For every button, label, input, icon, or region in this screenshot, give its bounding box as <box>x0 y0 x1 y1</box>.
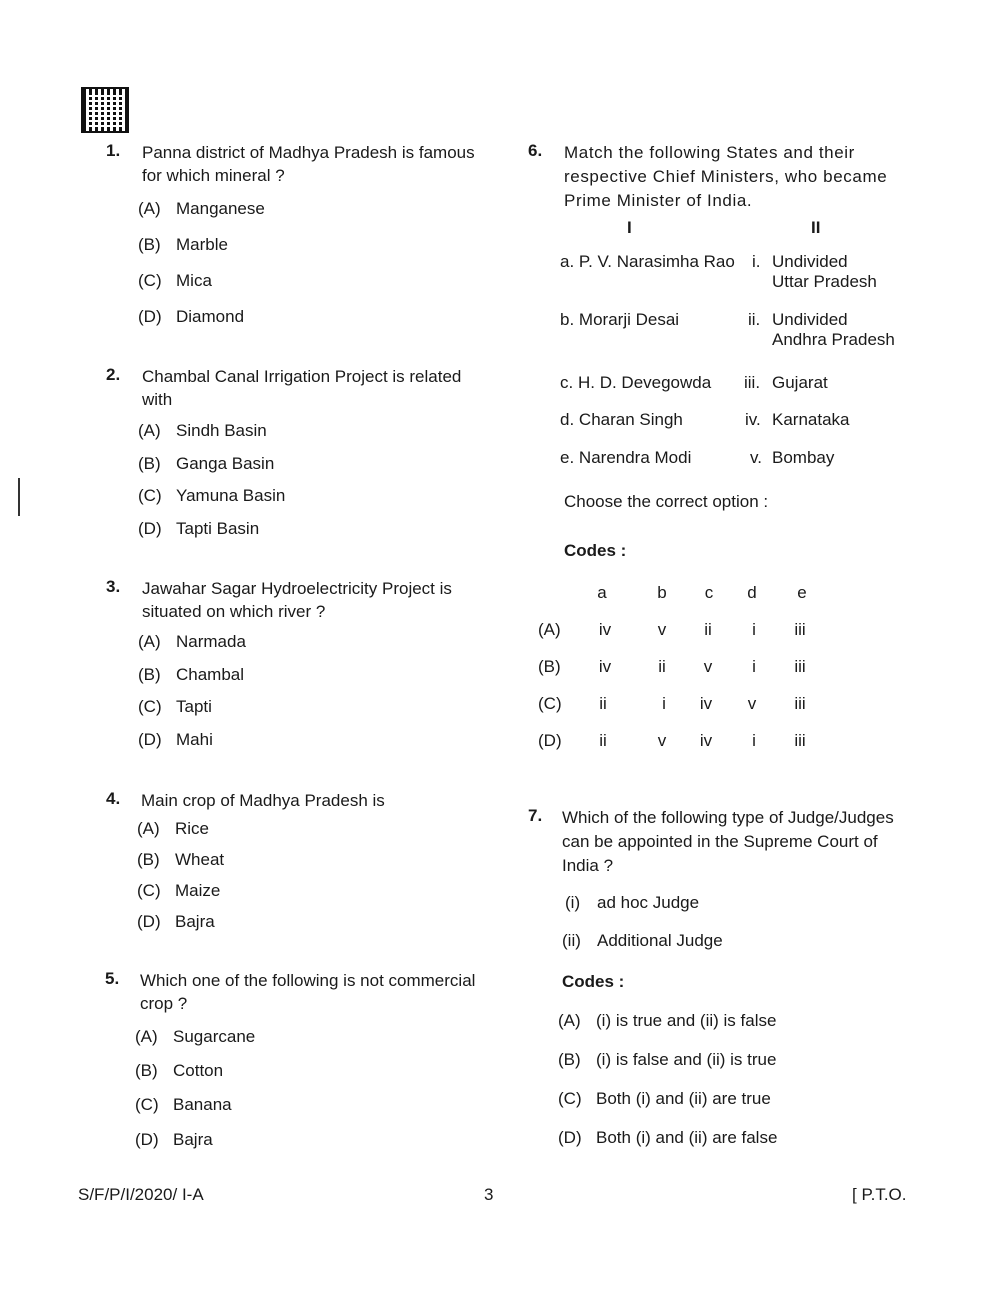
question-text: Jawahar Sagar Hydroelectricity Project is situated on which river ? <box>142 579 452 621</box>
question-number: 7. <box>528 806 543 825</box>
option-c: (C) Banana <box>135 1095 232 1114</box>
option-a: (A) Sugarcane <box>135 1027 256 1046</box>
option-d: (D) Diamond <box>138 307 245 326</box>
instruction-text: Choose the correct option : <box>564 492 769 511</box>
codes-head-d: d <box>747 583 757 602</box>
scan-mark <box>18 478 20 516</box>
match-row: c. H. D. Devegowda <box>560 373 712 392</box>
page-number: 3 <box>484 1185 494 1204</box>
match-row-right: iv. Karnataka <box>745 410 850 429</box>
option-a: (A) Rice <box>137 819 210 838</box>
question-number: 2. <box>106 365 121 384</box>
codes-head-a: a <box>597 583 607 602</box>
match-row: b. Morarji Desai <box>560 310 680 329</box>
option-d: (D) Both (i) and (ii) are false <box>558 1128 778 1147</box>
match-row-right: iii. Gujarat <box>744 373 828 392</box>
option-c: (C) Maize <box>137 881 221 900</box>
column-heading-ii: II <box>811 218 821 237</box>
option-a: (A) (i) is true and (ii) is false <box>558 1011 777 1030</box>
question-text: Main crop of Madhya Pradesh is <box>141 791 385 810</box>
codes-head-c: c <box>704 583 714 602</box>
option-d: (D) Tapti Basin <box>138 519 260 538</box>
option-b: (B) Cotton <box>135 1061 224 1080</box>
option-b: (B) Marble <box>138 235 228 254</box>
question-text: Chambal Canal Irrigation Project is related with <box>142 367 462 409</box>
question-number: 1. <box>106 141 121 160</box>
qr-code <box>83 89 127 131</box>
option-c: (C) Both (i) and (ii) are true <box>558 1089 771 1108</box>
question-text: Match the following States and their respective Chief Ministers, who became Prime Minister of India. <box>564 143 888 210</box>
option-b: (B) (i) is false and (ii) is true <box>558 1050 777 1069</box>
match-row-right: v. Bombay <box>750 448 835 467</box>
question-text: Panna district of Madhya Pradesh is famous for which mineral ? <box>142 143 475 185</box>
question-text: Which one of the following is not commercial crop ? <box>140 971 476 1013</box>
match-row: d. Charan Singh <box>560 410 683 429</box>
option-d: (D) Bajra <box>137 912 215 931</box>
option-b: (B) Chambal <box>138 665 245 684</box>
codes-label: Codes : <box>562 972 625 991</box>
question-text: Which of the following type of Judge/Judges can be appointed in the Supreme Court of India ? <box>562 808 894 875</box>
option-d: (D) Bajra <box>135 1130 213 1149</box>
option-a: (A) Narmada <box>138 632 246 651</box>
option-c: (C) Mica <box>138 271 212 290</box>
option-a: (A) Manganese <box>138 199 265 218</box>
statement-ii: (ii) Additional Judge <box>562 931 723 950</box>
codes-head-e: e <box>797 583 807 602</box>
option-b: (B) Wheat <box>137 850 225 869</box>
option-c: (C) Yamuna Basin <box>138 486 286 505</box>
codes-head-b: b <box>657 583 667 602</box>
option-c: (C) Tapti <box>138 697 212 716</box>
question-number: 6. <box>528 141 543 160</box>
match-row: a. P. V. Narasimha Rao <box>560 252 735 271</box>
question-number: 4. <box>106 789 121 808</box>
question-number: 5. <box>105 969 120 988</box>
pto-label: [ P.T.O. <box>852 1185 907 1204</box>
option-a: (A) Sindh Basin <box>138 421 267 440</box>
paper-code: S/F/P/I/2020/ I-A <box>78 1185 204 1204</box>
match-row-right: i. Undivided Uttar Pradesh <box>752 252 877 291</box>
option-d: (D) Mahi <box>138 730 213 749</box>
match-row: e. Narendra Modi <box>560 448 692 467</box>
question-number: 3. <box>106 577 121 596</box>
statement-i: (i) ad hoc Judge <box>565 893 700 912</box>
match-row-right: ii. Undivided Andhra Pradesh <box>748 310 895 349</box>
column-heading-i: I <box>627 218 632 237</box>
option-b: (B) Ganga Basin <box>138 454 275 473</box>
codes-label: Codes : <box>564 541 627 560</box>
